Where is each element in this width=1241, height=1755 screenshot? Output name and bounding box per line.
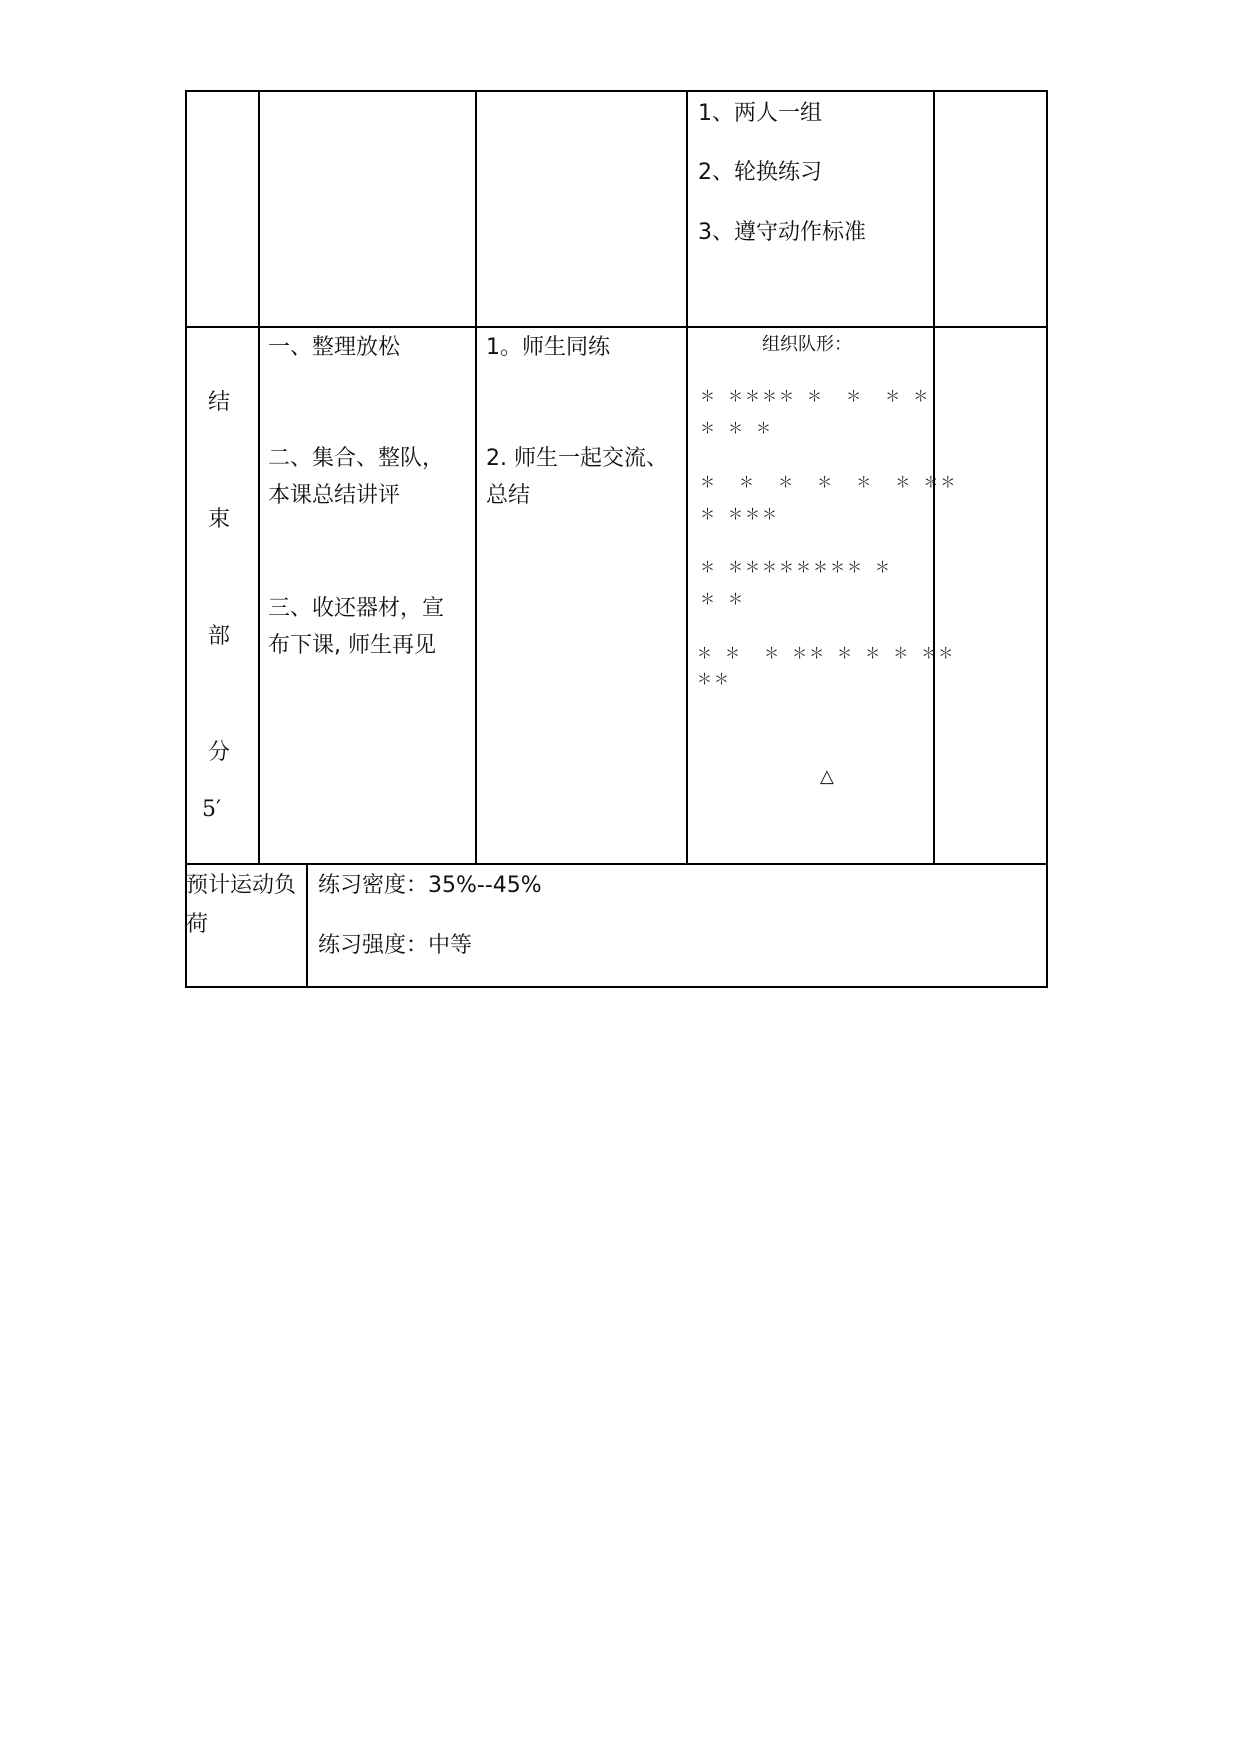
practice-density: 练习密度：35%--45%	[318, 873, 542, 898]
content-item: 布下课, 师生再见	[268, 633, 436, 658]
tip-item: 2、轮换练习	[698, 160, 822, 185]
method-item: 1。师生同练	[486, 335, 610, 360]
table-border-left	[185, 90, 187, 988]
formation-row: ＊ ＊＊＊	[700, 505, 780, 523]
formation-row: ＊ ＊ ＊ ＊ ＊ ＊ ＊＊	[700, 473, 958, 491]
section-label-char: 束	[208, 507, 231, 532]
table-border-bottom	[185, 986, 1048, 988]
table-row-divider	[185, 863, 1048, 865]
column-divider	[475, 90, 477, 865]
formation-row: ＊ ＊ ＊ ＊＊ ＊ ＊ ＊ ＊＊	[697, 644, 956, 662]
content-item: 三、收还器材，宣	[268, 596, 445, 621]
formation-row: ＊ ＊＊＊＊＊＊＊＊ ＊	[700, 558, 893, 576]
column-divider	[258, 90, 260, 865]
formation-row: ＊＊	[697, 670, 732, 688]
formation-row: ＊ ＊＊＊＊ ＊ ＊ ＊ ＊	[700, 387, 931, 405]
tip-item: 1、两人一组	[698, 101, 822, 126]
section-label-char: 部	[208, 624, 231, 649]
content-item: 二、集合、整队，	[268, 446, 445, 471]
method-item: 总结	[486, 483, 531, 508]
content-item: 一、整理放松	[268, 335, 401, 360]
practice-intensity: 练习强度：中等	[318, 933, 473, 958]
table-border-right	[1046, 90, 1048, 988]
section-label-char: 分	[208, 740, 231, 765]
load-label: 预计运动负	[186, 873, 297, 898]
formation-title: 组织队形：	[762, 334, 852, 355]
formation-row: ＊ ＊ ＊	[700, 419, 774, 437]
table-row-divider	[185, 326, 1048, 328]
column-divider	[306, 863, 308, 988]
section-duration: 5′	[202, 797, 221, 822]
method-item: 2. 师生一起交流、	[486, 446, 668, 471]
content-item: 本课总结讲评	[268, 483, 401, 508]
teacher-triangle-icon: △	[820, 766, 834, 787]
formation-row: ＊ ＊	[700, 590, 746, 608]
load-label: 荷	[186, 912, 209, 937]
section-label-char: 结	[208, 390, 231, 415]
tip-item: 3、遵守动作标准	[698, 220, 866, 245]
column-divider	[686, 90, 688, 865]
table-border-top	[185, 90, 1048, 92]
